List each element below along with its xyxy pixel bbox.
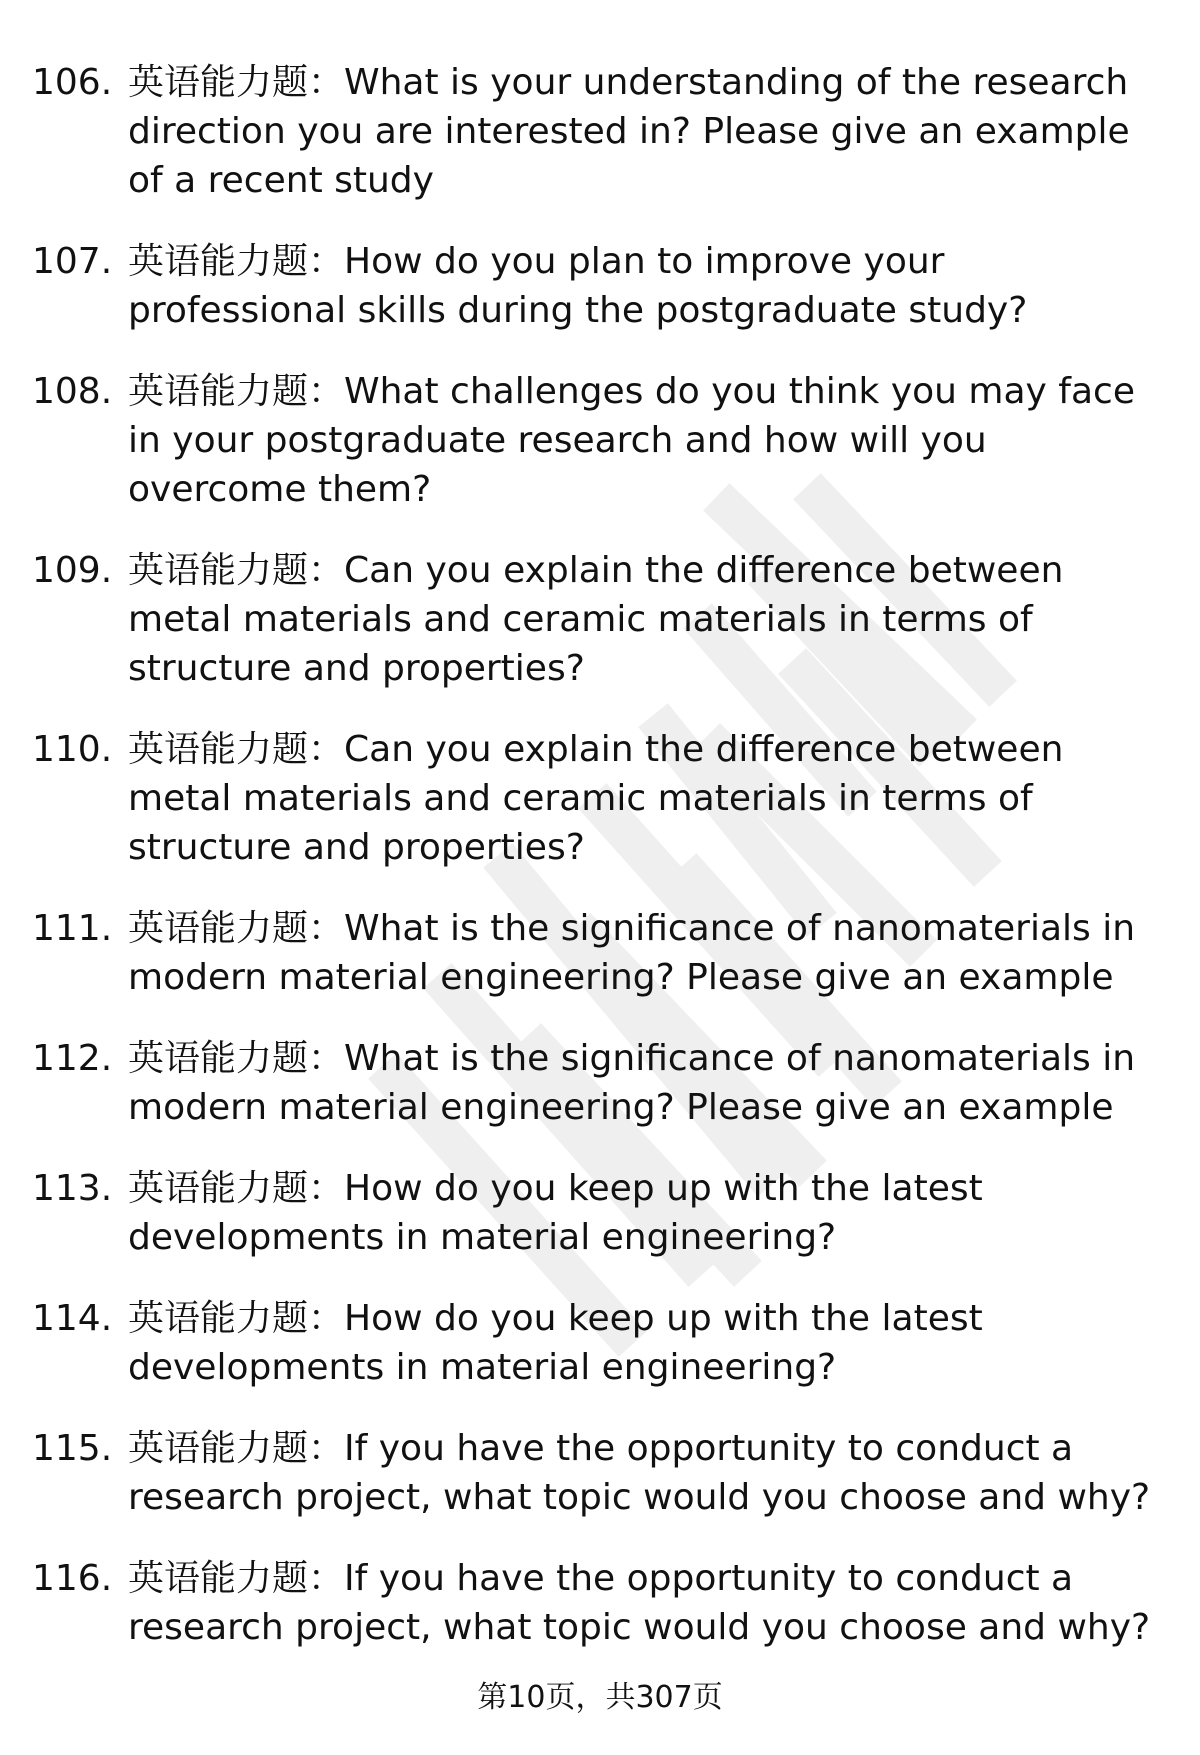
question-text-container <box>128 237 1160 335</box>
question-text-container <box>128 725 1160 872</box>
question-list <box>32 58 1160 1684</box>
question-number: 112. <box>32 1038 113 1079</box>
question-text: What is your understanding of the research direction you are interested in? Please give an example of a recent study <box>128 62 1130 201</box>
question-number: 111. <box>32 908 113 949</box>
question-text-container <box>128 1424 1160 1522</box>
page-number-footer: 第10页，共307页 <box>477 1680 723 1715</box>
question-prefix: 英语能力题： <box>128 1168 345 1209</box>
question-text: What is the significance of nanomaterials in modern material engineering? Please give an example <box>128 1038 1136 1128</box>
question-item-115 <box>32 1424 1160 1522</box>
question-text: What is the significance of nanomaterials in modern material engineering? Please give an example <box>128 908 1136 998</box>
question-item-109 <box>32 546 1160 693</box>
question-item-110 <box>32 725 1160 872</box>
question-prefix: 英语能力题： <box>128 62 345 103</box>
question-text-container <box>128 1554 1160 1652</box>
question-text: Can you explain the difference between metal materials and ceramic materials in terms of structure and properties? <box>128 729 1064 868</box>
question-item-112 <box>32 1034 1160 1132</box>
question-number: 116. <box>32 1558 113 1599</box>
question-number: 109. <box>32 550 113 591</box>
question-prefix: 英语能力题： <box>128 1038 345 1079</box>
question-text-container <box>128 367 1160 514</box>
question-text: Can you explain the difference between metal materials and ceramic materials in terms of structure and properties? <box>128 550 1064 689</box>
question-text: How do you keep up with the latest developments in material engineering? <box>128 1298 983 1388</box>
question-prefix: 英语能力题： <box>128 1298 345 1339</box>
question-text-container <box>128 1294 1160 1392</box>
question-prefix: 英语能力题： <box>128 1558 345 1599</box>
question-text: How do you keep up with the latest developments in material engineering? <box>128 1168 983 1258</box>
question-number: 110. <box>32 729 113 770</box>
question-text: If you have the opportunity to conduct a research project, what topic would you choose and why? <box>128 1428 1151 1518</box>
question-number: 115. <box>32 1428 113 1469</box>
question-prefix: 英语能力题： <box>128 241 345 282</box>
question-prefix: 英语能力题： <box>128 908 345 949</box>
question-number: 114. <box>32 1298 113 1339</box>
question-prefix: 英语能力题： <box>128 729 345 770</box>
question-prefix: 英语能力题： <box>128 1428 345 1469</box>
question-text: If you have the opportunity to conduct a research project, what topic would you choose and why? <box>128 1558 1151 1648</box>
question-item-107 <box>32 237 1160 335</box>
question-item-106 <box>32 58 1160 205</box>
question-number: 107. <box>32 241 113 282</box>
question-text-container <box>128 1034 1160 1132</box>
question-item-116 <box>32 1554 1160 1652</box>
question-prefix: 英语能力题： <box>128 550 345 591</box>
question-text-container <box>128 546 1160 693</box>
question-text: What challenges do you think you may face in your postgraduate research and how will you overcome them? <box>128 371 1135 510</box>
question-item-108 <box>32 367 1160 514</box>
question-item-114 <box>32 1294 1160 1392</box>
question-text: How do you plan to improve your professional skills during the postgraduate study? <box>128 241 1028 331</box>
question-text-container <box>128 58 1160 205</box>
question-number: 106. <box>32 62 113 103</box>
question-number: 113. <box>32 1168 113 1209</box>
question-text-container <box>128 1164 1160 1262</box>
question-prefix: 英语能力题： <box>128 371 345 412</box>
question-item-113 <box>32 1164 1160 1262</box>
question-number: 108. <box>32 371 113 412</box>
question-item-111 <box>32 904 1160 1002</box>
question-text-container <box>128 904 1160 1002</box>
